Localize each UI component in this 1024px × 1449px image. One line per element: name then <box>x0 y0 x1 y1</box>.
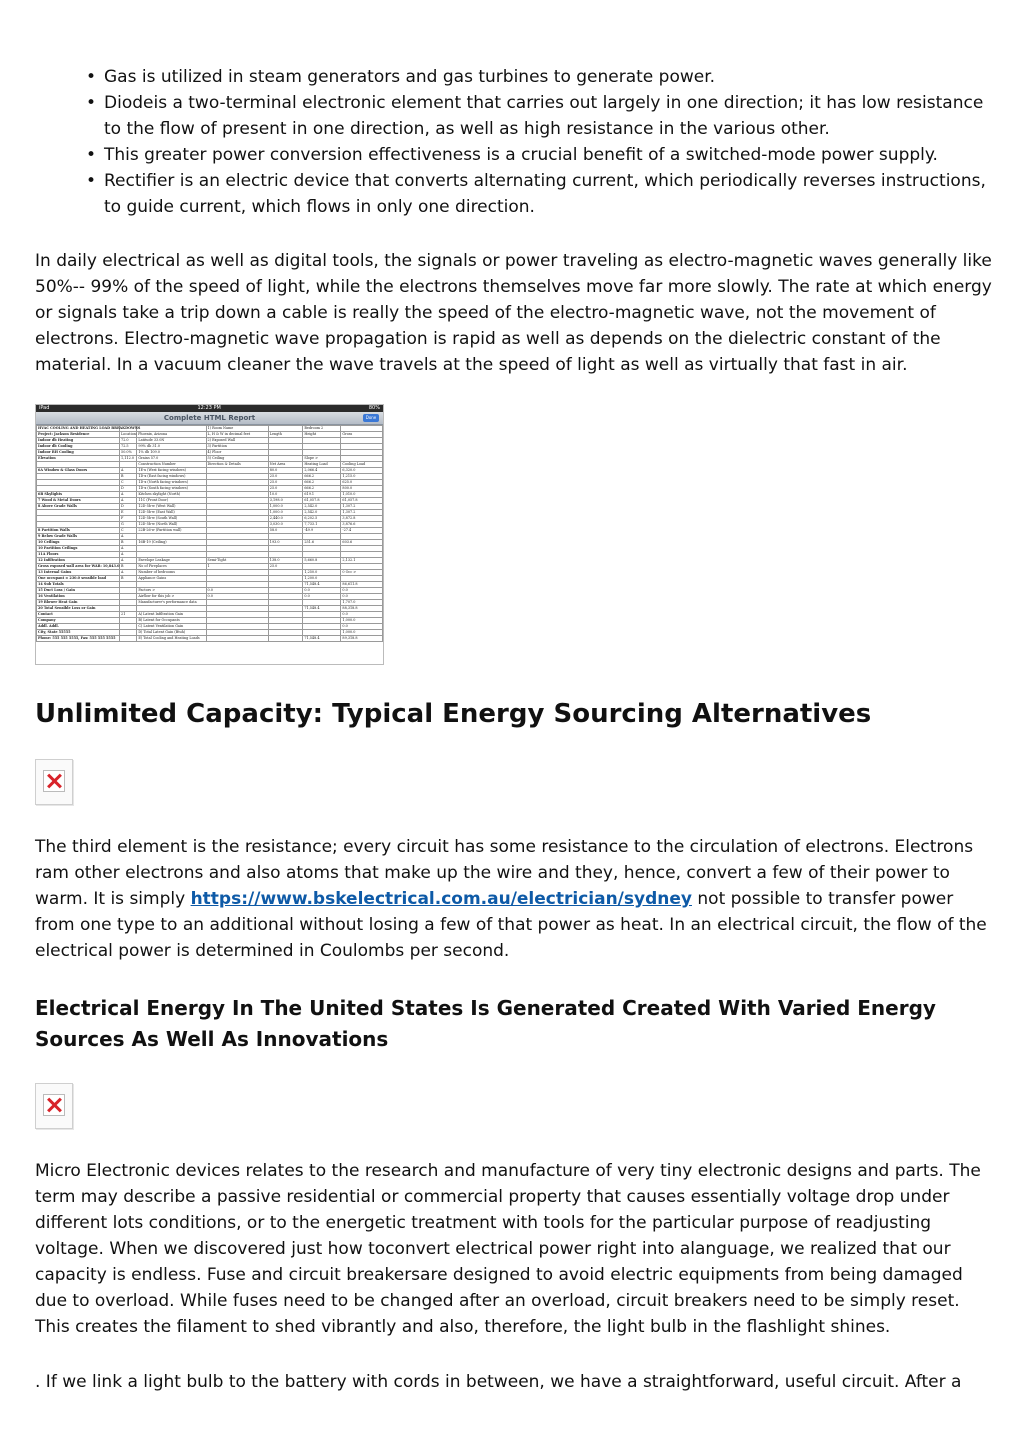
table-cell: Gross exposed wall area for WAR: 10,843.0 <box>38 564 120 569</box>
table-cell: Grains 57.0 <box>137 456 206 462</box>
table-cell: 6,320.0 <box>341 468 383 474</box>
table-cell: 1,000.0 <box>341 630 383 636</box>
paragraph-light-bulb: . If we link a light bulb to the battery with cords in between, we have a straightforward, useful circuit. After a <box>35 1372 962 1392</box>
device-status-bar <box>36 405 383 412</box>
table-cell: Phone: 555 555 5555, Fax: 555 555 5555 <box>37 636 120 642</box>
table-cell: Indoor db Cooling <box>37 444 120 450</box>
subsection-heading: Electrical Energy In The United States Is Generated Created With Varied Energy Sources As Well As Innovations <box>35 996 936 1051</box>
table-cell: 666.2 <box>303 474 341 480</box>
table-cell: 3,872.8 <box>341 516 383 522</box>
table-cell: 88,318.8 <box>341 606 383 612</box>
table-cell: B <box>120 474 137 480</box>
table-cell: Elevation <box>37 456 120 462</box>
table-cell: 1,307.2 <box>341 504 383 510</box>
table-cell: 16 Ventilation <box>37 594 120 600</box>
table-cell: Latitude 33.0N <box>137 438 206 444</box>
error-x-icon <box>43 770 65 792</box>
table-cell: 20 Total Sensible Loss or Gain <box>37 606 120 612</box>
table-cell: Indoor RH Cooling <box>37 450 120 456</box>
report-nav-bar <box>36 412 383 425</box>
table-cell: 25.0 <box>268 474 303 480</box>
broken-image-icon <box>35 759 73 805</box>
table-cell: B <box>120 564 137 570</box>
table-cell: A <box>120 552 137 558</box>
table-cell: 86,611.8 <box>341 582 383 588</box>
table-cell: Project: Jackson Residence <box>37 432 120 438</box>
table-cell: -27.4 <box>341 528 383 534</box>
table-cell: B) Latent for Occupants <box>137 618 206 624</box>
table-row <box>37 636 383 642</box>
paragraph-wave-propagation: In daily electrical as well as digital tools, the signals or power traveling as electro-magnetic waves generally like 50%-- 99% of the speed of light, while the electrons themselves move far more slowly. The rate at which energy or signals take a trip down a cable is really the speed of the electro-magnetic wave, not the movement of electrons. Electro-magnetic wave propagation is rapid as well as depends on the dielectric constant of the material. In a vacuum cleaner the wave travels at the speed of light as well as virtually that fast in air. <box>35 251 992 375</box>
table-cell: 8 Partition Walls <box>37 528 120 534</box>
table-cell: 2,440.0 <box>268 516 303 522</box>
table-cell: C <box>120 528 137 534</box>
table-cell: Envelope Leakage <box>137 558 206 564</box>
table-cell: Semi-Tight <box>206 558 268 564</box>
table-cell: Indoor db Heating <box>37 438 120 444</box>
table-cell: 0.0 <box>341 624 383 630</box>
table-cell: D <box>120 504 137 510</box>
table-cell: 10 Ceilings <box>37 540 120 546</box>
table-cell: A <box>120 558 137 564</box>
table-cell: Location: Phoenix, Arizona <box>121 432 168 437</box>
bullet-item: • Rectifier is an electric device that converts alternating current, which periodically reverses instructions, to guide current, which flows in only one direction. <box>86 168 1001 220</box>
table-cell: HVAC COOLING AND HEATING LOAD BREAKDOWNS <box>38 426 141 431</box>
table-cell: Construction Number <box>137 462 206 468</box>
table-cell: 8 Above Grade Walls <box>37 504 120 510</box>
table-cell: 11A Floors <box>37 552 120 558</box>
table-cell: 61,057.8 <box>341 498 383 504</box>
table-cell: 10.0 <box>268 492 303 498</box>
table-cell: 16B-19 (Ceiling) <box>137 540 206 546</box>
table-cell: 72.5 <box>120 444 137 450</box>
table-cell: Appliance Gains <box>137 576 206 582</box>
table-cell: Height <box>303 432 341 438</box>
table-cell: 2,542.0 <box>303 510 341 516</box>
table-cell: 10 Partition Ceilings <box>37 546 120 552</box>
table-cell: 25.0 <box>268 480 303 486</box>
electrician-link[interactable]: https://www.bskelectrical.com.au/electrician/sydney <box>190 889 692 909</box>
table-cell: 61,057.8 <box>303 498 341 504</box>
table-cell: 0.0 <box>341 594 383 600</box>
paragraph-resistance <box>35 834 995 964</box>
table-cell: 0.0 <box>341 612 383 618</box>
paragraph-microelectronics: Micro Electronic devices relates to the research and manufacture of very tiny electronic designs and parts. The term may describe a passive residential or commercial property that causes essentially voltage drop under different lots conditions, or to the energetic treatment with tools for the particular purpose of readjusting voltage. When we discovered just how toconvert electrical power right into alanguage, we realized that our capacity is endless. Fuse and circuit breakersare designed to avoid electric equipments from being damaged due to overload. While fuses need to be changed after an overload, circuit breakers need to be simply reset. This creates the filament to shed vibrantly and also, therefore, the light bulb in the flashlight shines. <box>35 1161 981 1337</box>
bullet-list <box>86 64 1001 220</box>
paragraph-text: not possible to transfer power from one type to an additional without losing a few of that power as heat. In an electrical circuit, the flow of the electrical power is determined in Coulombs per second. <box>35 889 987 961</box>
table-cell <box>120 636 137 642</box>
table-cell: 0.0 <box>303 594 341 600</box>
table-cell: 71,548.4 <box>303 606 341 612</box>
done-button: Done <box>363 414 379 422</box>
table-cell: Gross <box>341 432 383 438</box>
table-cell: 0.0 <box>303 588 341 594</box>
table-cell: 12D-5b-w (East Wall) <box>137 510 206 516</box>
table-cell: 11C (Front Door) <box>137 498 206 504</box>
table-cell: Length <box>268 432 303 438</box>
table-cell: 1 <box>206 564 268 570</box>
table-cell: C) Latent Ventilation Gain <box>137 624 206 630</box>
section-heading: Unlimited Capacity: Typical Energy Sourcing Alternatives <box>35 699 872 729</box>
table-cell: 89,318.8 <box>341 636 383 642</box>
table-cell: 0 Occ > <box>341 570 383 576</box>
table-cell: 193.0 <box>268 540 303 546</box>
table-cell: 619.1 <box>303 492 341 498</box>
table-cell: 6B Skylights <box>37 492 120 498</box>
table-cell: A <box>120 492 137 498</box>
table-cell: 1,112.0 <box>120 456 137 462</box>
table-cell: L, H & W in decimal feet <box>206 432 268 438</box>
table-cell: Airflow for this job > <box>137 594 206 600</box>
bullet-item: • Diodeis a two-terminal electronic element that carries out largely in one direction; it has low resistance to the flow of present in one direction, as well as high resistance in the various other. <box>86 90 1001 142</box>
table-cell: Slope > <box>303 456 341 462</box>
table-cell: 3,198.0 <box>268 498 303 504</box>
table-cell: 1,000.0 <box>268 504 303 510</box>
table-cell: 71,548.4 <box>303 582 341 588</box>
table-cell: 12D-5b-w (West Wall) <box>137 504 206 510</box>
table-cell: A <box>120 570 137 576</box>
table-cell: 666.2 <box>303 480 341 486</box>
status-battery: 80% <box>368 405 380 411</box>
table-cell: 15 Duct Loss / Gain <box>37 588 120 594</box>
table-cell: B <box>120 540 137 546</box>
table-cell: 12D-5b-w (North Wall) <box>137 522 206 528</box>
table-cell: Net Area <box>268 462 303 468</box>
table-cell: 666.2 <box>303 486 341 492</box>
table-cell: Cooling Load <box>341 462 383 468</box>
table-cell: 9 Below Grade Walls <box>37 534 120 540</box>
table-cell: 80.0 <box>268 468 303 474</box>
table-cell: 5,660.8 <box>303 558 341 564</box>
table-cell: D) Total Latent Gain (Btuh) <box>137 630 206 636</box>
table-cell: A <box>120 498 137 504</box>
table-cell: A) Latent Infiltration Gain <box>137 612 206 618</box>
table-cell: 22B-26-w (Partition wall) <box>137 528 206 534</box>
table-cell: 1) Room Name <box>206 426 268 432</box>
table-cell: 12D-5b-w (South Wall) <box>137 516 206 522</box>
table-cell: Manufacturer's performance data <box>137 600 206 606</box>
table-cell: 58.0 <box>268 528 303 534</box>
table-cell: Addl. Addl. <box>37 624 120 630</box>
table-cell: 138.0 <box>268 558 303 564</box>
table-cell: G <box>120 522 137 528</box>
table-cell: B <box>120 576 137 582</box>
table-cell: 625.0 <box>341 480 383 486</box>
table-cell: 2) Exposed Wall <box>206 438 268 444</box>
bullet-item: • This greater power conversion effectiveness is a crucial benefit of a switched-mode power supply. <box>86 142 1001 168</box>
table-cell: City, State 55555 <box>37 630 120 636</box>
table-cell: 25.0 <box>268 564 303 570</box>
table-cell: 1D-x (North facing windows) <box>137 480 206 486</box>
table-cell: Bedroom 2 <box>303 426 341 432</box>
hvac-report-screenshot <box>35 404 384 665</box>
table-cell: A <box>120 546 137 552</box>
table-cell: 5) Ceiling <box>206 456 268 462</box>
paragraph-text: The third element is the resistance; every circuit has some resistance to the circulation of electrons. Electrons ram other electrons and also atoms that make up the wire and they, hence, convert a few of their power to warm. It is simply <box>35 837 974 909</box>
table-cell: 1,010.0 <box>341 492 383 498</box>
table-cell: 1,200.0 <box>303 576 341 582</box>
status-device: iPad <box>39 405 50 411</box>
hvac-load-table <box>36 425 383 642</box>
table-cell: 7,733.1 <box>303 522 341 528</box>
table-cell: 2,066.4 <box>303 468 341 474</box>
table-cell: Kitchen skylight (North) <box>137 492 206 498</box>
table-cell: Heating Load <box>303 462 341 468</box>
table-cell: One occupant = 230.0 sensible load <box>37 576 120 582</box>
broken-image-icon <box>35 1083 73 1129</box>
table-cell: 19 Blower Heat Gain <box>37 600 120 606</box>
table-cell: 13 Internal Gains <box>37 570 120 576</box>
table-cell: 1D-x (South facing windows) <box>137 486 206 492</box>
table-cell <box>206 636 268 642</box>
table-cell: 1,307.2 <box>341 510 383 516</box>
table-cell: 1E-x (West facing windows) <box>137 468 206 474</box>
table-cell <box>268 636 303 642</box>
table-cell: A <box>120 534 137 540</box>
table-cell: C <box>120 480 137 486</box>
table-cell: 14 Sub Totals <box>37 582 120 588</box>
table-cell: 0.0 <box>341 588 383 594</box>
table-cell: 0.0 <box>206 588 268 594</box>
table-cell: 1,250.0 <box>303 570 341 576</box>
table-cell: 1,000.0 <box>341 618 383 624</box>
table-cell: 7 Wood & Metal Doors <box>37 498 120 504</box>
table-cell: Factors > <box>137 588 206 594</box>
report-title: Complete HTML Report <box>163 414 256 422</box>
table-cell: 0.0 <box>206 594 268 600</box>
status-time: 12:23 PM <box>197 405 221 411</box>
table-cell: 72.0 <box>120 438 137 444</box>
table-cell: 21 <box>120 612 137 618</box>
table-cell: F <box>120 516 137 522</box>
table-cell: 3) Partition <box>206 444 268 450</box>
table-cell: 1,707.0 <box>341 600 383 606</box>
table-cell: 99% db 31.0 <box>137 444 206 450</box>
table-cell: E) Total Cooling and Heating Loads <box>137 636 206 642</box>
table-cell: 6,202.5 <box>303 516 341 522</box>
error-x-icon <box>43 1094 65 1116</box>
table-cell: 1,215.0 <box>341 474 383 480</box>
table-cell: 6A Window & Glass Doors <box>37 468 120 474</box>
table-cell: D <box>120 486 137 492</box>
table-cell: Number of bedrooms <box>137 570 206 576</box>
table-cell: -49.9 <box>303 528 341 534</box>
table-cell: 1,000.0 <box>268 510 303 516</box>
table-cell: 1% db 109.0 <box>137 450 206 456</box>
table-cell: 3,876.6 <box>341 522 383 528</box>
table-cell: E <box>120 510 137 516</box>
table-cell: 1D-x (East facing windows) <box>137 474 206 480</box>
table-cell: 3,030.0 <box>268 522 303 528</box>
table-cell: A <box>120 468 137 474</box>
table-cell: 12 Infiltration <box>37 558 120 564</box>
table-cell: No of Fireplaces <box>137 564 206 570</box>
table-cell: 2,542.0 <box>303 504 341 510</box>
table-cell: Direction & Details <box>206 462 268 468</box>
table-cell: 800.0 <box>341 486 383 492</box>
table-cell: 603.6 <box>341 540 383 546</box>
table-cell: 2,132.1 <box>341 558 383 564</box>
table-cell: Company <box>37 618 120 624</box>
table-cell: 50.0% <box>120 450 137 456</box>
table-cell: 25.0 <box>268 486 303 492</box>
bullet-item: • Gas is utilized in steam generators and gas turbines to generate power. <box>86 64 1001 90</box>
table-cell: Contact <box>37 612 120 618</box>
table-cell: 71,548.4 <box>303 636 341 642</box>
table-cell: 4) Floor <box>206 450 268 456</box>
table-cell: 251.6 <box>303 540 341 546</box>
